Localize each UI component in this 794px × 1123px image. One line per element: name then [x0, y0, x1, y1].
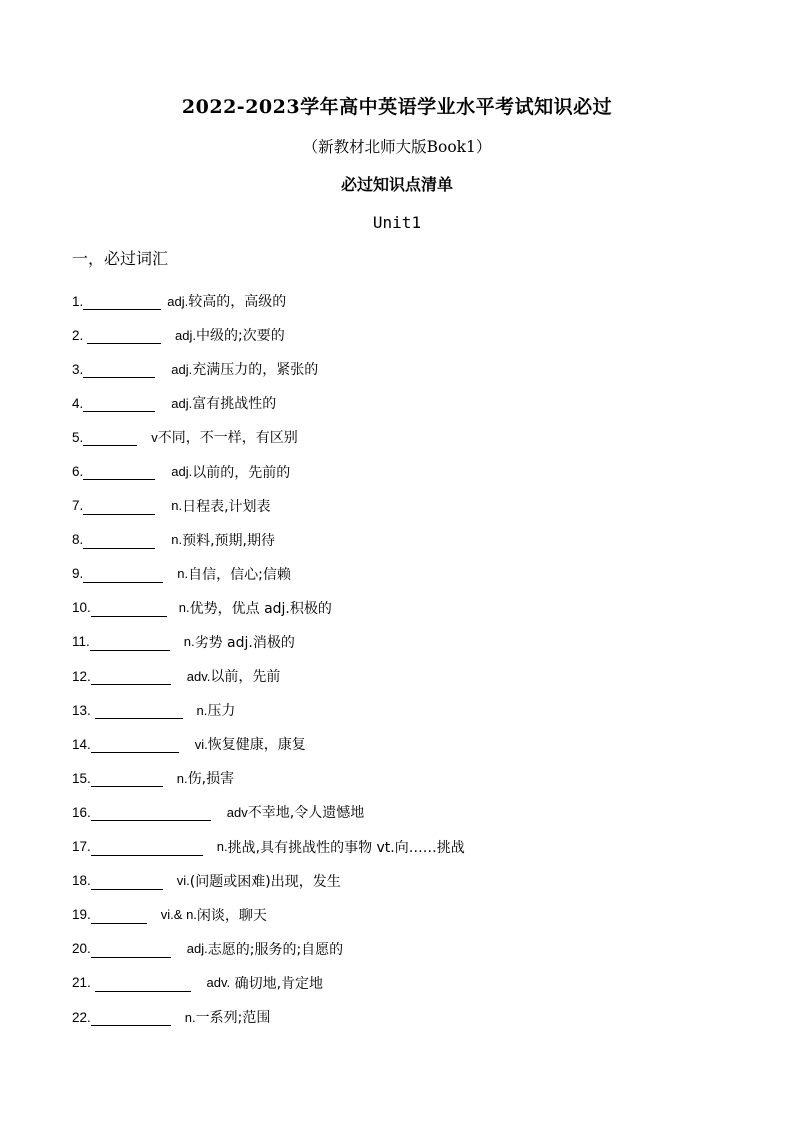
vocab-item	[72, 489, 752, 523]
answer-blank[interactable]	[91, 785, 163, 787]
vocab-item	[72, 420, 752, 454]
part-of-speech: n.	[184, 1009, 196, 1025]
part-of-speech: adv.	[186, 668, 211, 684]
vocab-number: 6.	[72, 464, 84, 480]
vocab-item	[72, 932, 752, 966]
vocab-item	[72, 454, 752, 488]
vocab-number: 1.	[72, 293, 84, 309]
answer-blank[interactable]	[83, 410, 155, 412]
answer-blank[interactable]	[95, 717, 183, 719]
part-of-speech: n.	[183, 634, 195, 650]
answer-blank[interactable]	[91, 922, 147, 924]
answer-blank[interactable]	[91, 751, 179, 753]
definition: 志愿的;服务的;自愿的	[207, 941, 344, 958]
vocab-number: 7.	[72, 498, 84, 514]
definition: 优势，优点 adj.积极的	[189, 600, 332, 617]
vocab-list	[72, 284, 752, 1034]
vocab-number: 16.	[72, 804, 91, 820]
answer-blank[interactable]	[95, 990, 191, 992]
answer-blank[interactable]	[91, 615, 167, 617]
definition: 恢复健康，康复	[207, 737, 306, 754]
part-of-speech: adj.	[167, 293, 189, 309]
definition: 不同，不一样，有区别	[157, 430, 298, 447]
answer-blank[interactable]	[91, 956, 171, 958]
answer-blank[interactable]	[83, 308, 161, 310]
part-of-speech: adj.	[171, 361, 193, 377]
vocab-number: 15.	[72, 770, 91, 786]
vocab-item	[72, 830, 752, 864]
definition: 充满压力的，紧张的	[192, 362, 319, 379]
vocab-item	[72, 318, 752, 352]
definition: 压力	[207, 703, 236, 720]
part-of-speech: adv	[226, 804, 248, 820]
vocab-number: 19.	[72, 907, 91, 923]
definition: 以前，先前	[210, 669, 281, 686]
definition: 不幸地,令人遗憾地	[247, 805, 365, 822]
vocab-item	[72, 625, 752, 659]
definition: 一系列;范围	[195, 1010, 271, 1027]
vocab-number: 22.	[72, 1009, 91, 1025]
vocab-item	[72, 284, 752, 318]
vocab-number: 10.	[72, 600, 91, 616]
vocab-item	[72, 966, 752, 1000]
definition: 富有挑战性的	[192, 396, 277, 413]
vocab-item	[72, 898, 752, 932]
vocab-number: 13.	[72, 702, 95, 718]
part-of-speech: n.	[177, 566, 189, 582]
vocab-number: 2.	[72, 327, 88, 343]
answer-blank[interactable]	[83, 478, 155, 480]
vocab-item	[72, 386, 752, 420]
vocab-item	[72, 864, 752, 898]
definition: 预料,预期,期待	[182, 532, 276, 549]
vocab-number: 4.	[72, 395, 84, 411]
part-of-speech: vi.	[194, 736, 208, 752]
definition: 以前的，先前的	[192, 464, 291, 481]
part-of-speech: n.	[176, 770, 188, 786]
part-of-speech: adj.	[171, 395, 193, 411]
answer-blank[interactable]	[83, 513, 155, 515]
answer-blank[interactable]	[91, 854, 203, 856]
vocab-number: 8.	[72, 532, 84, 548]
definition: 中级的;次要的	[195, 328, 285, 345]
vocab-item	[72, 727, 752, 761]
definition: 日程表,计划表	[182, 498, 271, 515]
part-of-speech: adv.	[206, 975, 231, 991]
answer-blank[interactable]	[91, 1024, 171, 1026]
part-of-speech: adj.	[186, 941, 208, 957]
vocab-number: 5.	[72, 429, 84, 445]
definition: 自信，信心;信赖	[188, 566, 291, 583]
answer-blank[interactable]	[83, 376, 155, 378]
definition: 闲谈，聊天	[196, 907, 267, 924]
answer-blank[interactable]	[91, 819, 211, 821]
vocab-item	[72, 795, 752, 829]
part-of-speech: adj.	[171, 464, 193, 480]
vocab-number: 12.	[72, 668, 91, 684]
part-of-speech: n.	[216, 839, 228, 855]
vocab-number: 11.	[72, 634, 90, 650]
vocab-number: 21.	[72, 975, 95, 991]
vocab-item	[72, 693, 752, 727]
part-of-speech: v	[151, 429, 158, 445]
answer-blank[interactable]	[90, 649, 170, 651]
vocab-item	[72, 1000, 752, 1034]
part-of-speech: n.	[196, 702, 208, 718]
vocab-item	[72, 557, 752, 591]
vocab-item	[72, 659, 752, 693]
answer-blank[interactable]	[87, 342, 161, 344]
answer-blank[interactable]	[91, 888, 163, 890]
document-subtitle: （新教材北师大版Book1）	[302, 138, 492, 156]
vocab-number: 9.	[72, 566, 84, 582]
definition: 确切地,肯定地	[230, 975, 324, 992]
vocab-item	[72, 591, 752, 625]
definition: 伤,损害	[187, 771, 235, 788]
definition: 较高的，高级的	[188, 294, 287, 311]
definition: 劣势 adj.消极的	[194, 634, 295, 651]
vocab-item	[72, 523, 752, 557]
vocab-number: 3.	[72, 361, 84, 377]
answer-blank[interactable]	[83, 581, 163, 583]
vocab-number: 20.	[72, 941, 91, 957]
section-heading: 必过知识点清单	[340, 175, 453, 194]
part-of-speech: vi.	[176, 873, 190, 889]
part-of-speech: n.	[171, 498, 183, 514]
answer-blank[interactable]	[83, 444, 137, 446]
answer-blank[interactable]	[83, 547, 155, 549]
part-of-speech: n.	[171, 532, 183, 548]
definition: (问题或困难)出现，发生	[189, 873, 341, 890]
unit-label: Unit1	[372, 213, 422, 232]
part-of-speech: vi.& n.	[160, 907, 197, 923]
vocab-item	[72, 761, 752, 795]
part-of-speech: n.	[178, 600, 190, 616]
vocab-item	[72, 352, 752, 386]
vocab-number: 18.	[72, 873, 91, 889]
document-title: 2022-2023学年高中英语学业水平考试知识必过	[181, 96, 613, 118]
answer-blank[interactable]	[91, 683, 171, 685]
part-of-speech: adj.	[175, 327, 196, 343]
vocab-section-title: 一，必过词汇	[72, 249, 169, 268]
definition: 挑战,具有挑战性的事物 vt.向……挑战	[227, 839, 465, 856]
vocab-number: 14.	[72, 736, 91, 752]
vocab-number: 17.	[72, 839, 91, 855]
